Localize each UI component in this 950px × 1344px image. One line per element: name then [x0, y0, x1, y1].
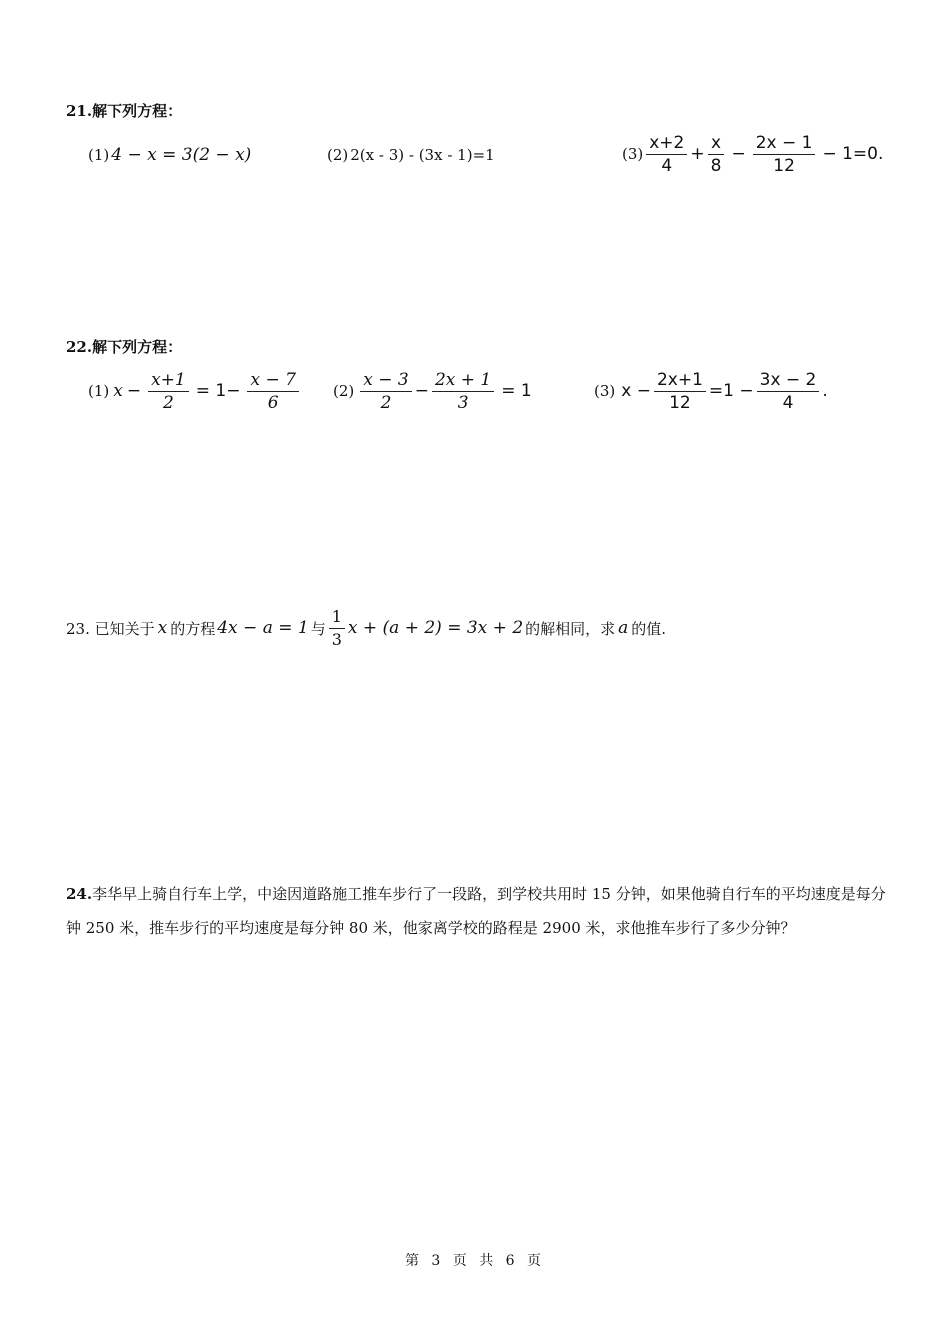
q21-part1: [88, 140, 251, 170]
fraction-denominator: 12: [773, 155, 795, 176]
q24-text: 李华早上骑自行车上学，中途因道路施工推车步行了一段路，到学校共用时 15 分钟，如果他骑自行车的平均速度是每分钟 250 米，推车步行的平均速度是每分钟 80 米，他家离学校的路程是 2900 米，求他推车步行了多少分钟？: [66, 885, 886, 937]
fraction-denominator: 3: [457, 392, 469, 413]
q23-text-same-solution: 的解相同，求: [525, 619, 616, 638]
minus-sign: −: [126, 381, 142, 401]
variable-x: x: [113, 381, 123, 401]
q21-part3-tail: − 1=0.: [822, 144, 884, 164]
q23-text-and: 与: [310, 619, 326, 638]
q23-prefix: 23. 已知关于: [66, 619, 155, 638]
q21-part3: [622, 130, 887, 178]
fraction-denominator: 4: [661, 155, 673, 176]
minus-sign: −: [731, 144, 746, 164]
q21-part1-equation: 4 − x = 3(2 − x): [111, 145, 252, 165]
q22-part2: [333, 366, 536, 416]
q21-part2: [327, 140, 495, 170]
q22-part1-fraction-a: [148, 371, 189, 412]
q22-part1-fraction-b: [247, 371, 298, 412]
q22-part3-label: (3): [594, 382, 616, 400]
q23-text-equation-of: 的方程: [170, 619, 216, 638]
period: .: [822, 381, 828, 401]
q23-fraction-one-third: [329, 608, 345, 649]
q22-part3: [594, 366, 828, 416]
q22-part3-fraction-b: [757, 371, 820, 412]
equals-one-minus: =1 −: [708, 381, 754, 401]
fraction-numerator: x: [708, 134, 724, 155]
q22-part2-label: (2): [333, 382, 355, 400]
q22-part2-fraction-b: [432, 371, 494, 412]
fraction-numerator: x − 3: [360, 371, 411, 392]
q23-suffix: 的值.: [631, 619, 667, 638]
fraction-denominator: 2: [380, 392, 392, 413]
q21-part2-equation: 2(x - 3) - (3x - 1)=1: [350, 146, 495, 164]
q23-equation-1: 4x − a = 1: [217, 618, 309, 638]
minus-sign: −: [414, 381, 429, 401]
q22-part2-fraction-a: [360, 371, 411, 412]
fraction-numerator: 1: [329, 608, 345, 629]
x-minus: x −: [621, 381, 651, 401]
question-23: [66, 604, 666, 652]
fraction-denominator: 3: [331, 629, 342, 649]
plus-sign: +: [690, 144, 705, 164]
equals-one-minus: = 1−: [195, 381, 241, 401]
fraction-denominator: 6: [267, 392, 279, 413]
q21-part3-fraction-a: [646, 134, 687, 175]
q22-part1-label: (1): [88, 382, 110, 400]
question-24: [66, 877, 896, 945]
q21-part3-fraction-c: [753, 134, 816, 175]
q22-part1: [88, 366, 302, 416]
fraction-denominator: 2: [163, 392, 174, 413]
q21-part3-fraction-b: [708, 134, 725, 175]
fraction-numerator: 2x − 1: [753, 134, 816, 155]
fraction-denominator: 12: [669, 392, 691, 413]
variable-x: x: [157, 618, 168, 638]
fraction-numerator: x+1: [148, 371, 189, 392]
q21-part3-label: (3): [622, 145, 644, 163]
q21-part1-label: (1): [88, 146, 110, 164]
fraction-numerator: 3x − 2: [757, 371, 820, 392]
fraction-denominator: 8: [710, 155, 722, 176]
fraction-numerator: 2x + 1: [432, 371, 494, 392]
q22-part2-rhs: = 1: [501, 381, 532, 401]
page-footer: 第 3 页 共 6 页: [404, 1253, 546, 1269]
q23-equation-2: x + (a + 2) = 3x + 2: [347, 618, 524, 638]
question-22-title: 22.解下列方程：: [66, 338, 183, 356]
q21-part2-label: (2): [327, 146, 349, 164]
variable-a: a: [618, 618, 629, 638]
q24-number: 24.: [66, 885, 93, 903]
fraction-numerator: 2x+1: [654, 371, 706, 392]
question-21-title: 21.解下列方程：: [66, 102, 183, 120]
fraction-denominator: 4: [782, 392, 794, 413]
q22-part3-fraction-a: [654, 371, 706, 412]
fraction-numerator: x − 7: [247, 371, 298, 392]
fraction-numerator: x+2: [646, 134, 687, 155]
